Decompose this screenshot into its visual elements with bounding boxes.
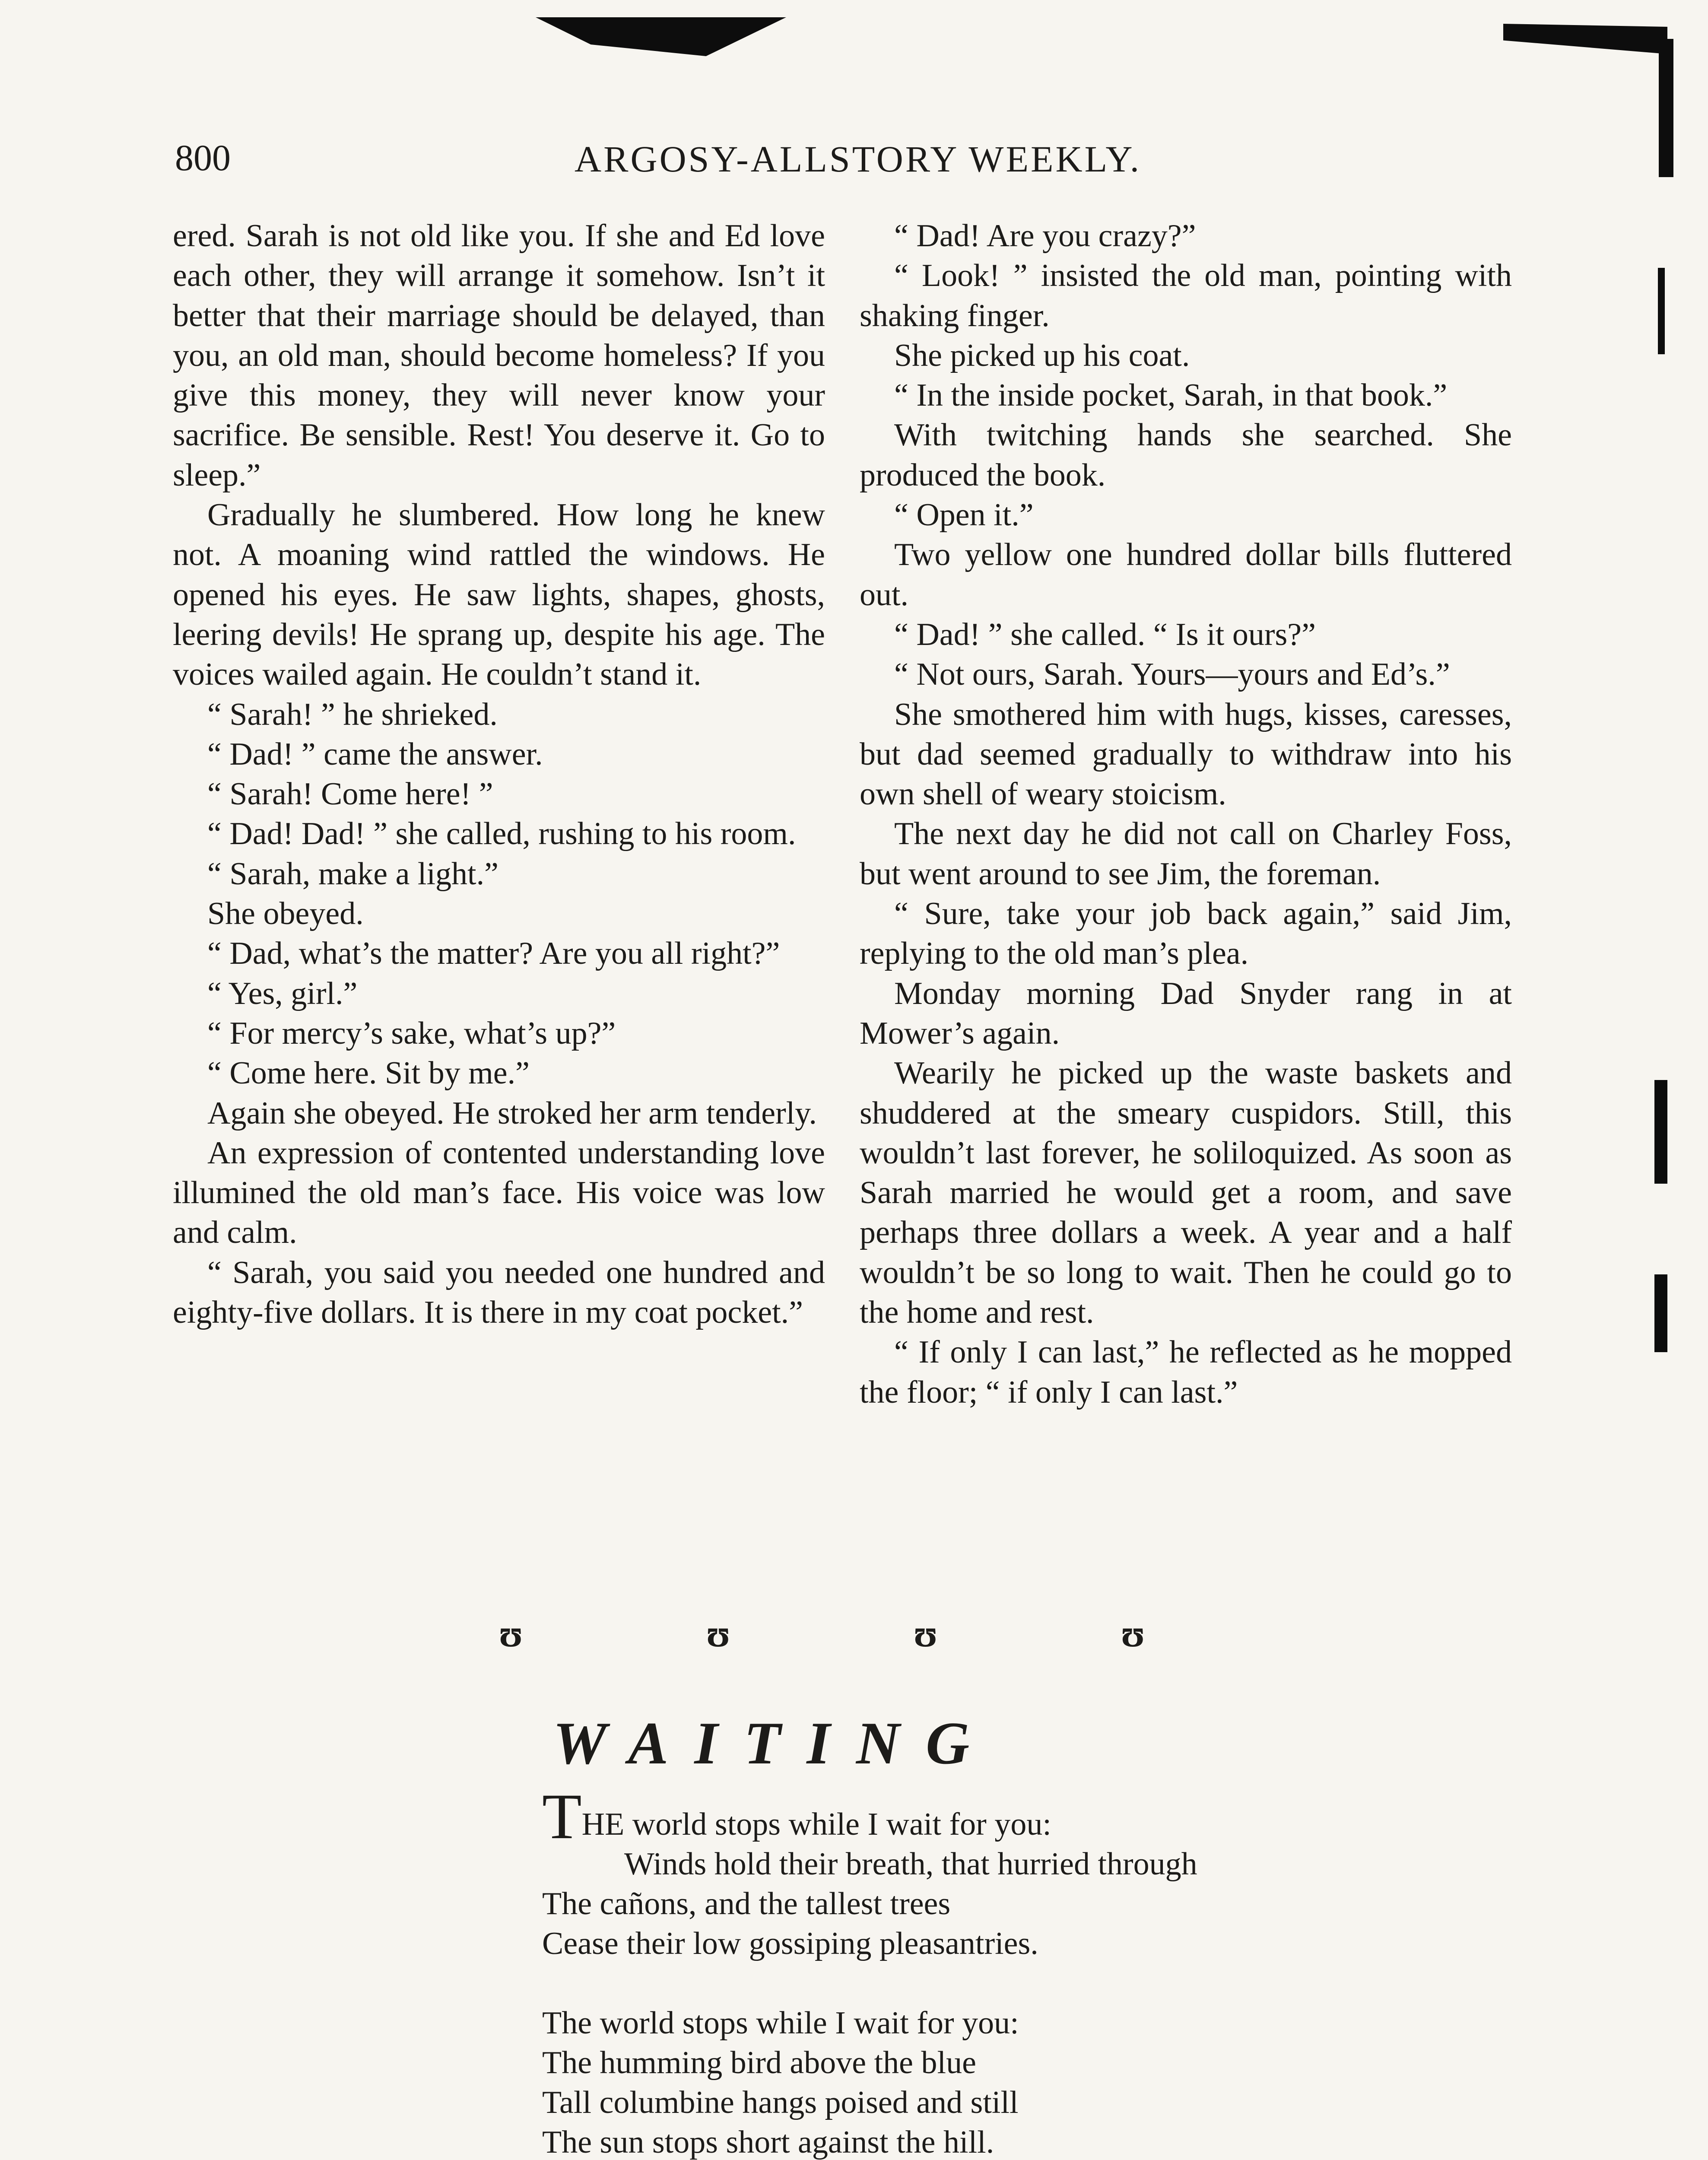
story-paragraph: “ Sarah, you said you needed one hundred and eighty-five dollars. It is there in my coat pocket.” <box>173 1255 825 1331</box>
ornament-icon: ʊ <box>499 1612 523 1655</box>
running-head: ARGOSY-ALLSTORY WEEKLY. <box>575 138 1142 180</box>
story-paragraph: “ In the inside pocket, Sarah, in that book.” <box>894 378 1448 413</box>
scan-mark-right-1 <box>1658 268 1665 354</box>
story-paragraph: With twitching hands she searched. She produced the book. <box>860 417 1512 493</box>
story-paragraph: An expression of contented understanding love illumined the old man’s face. His voice was low and calm. <box>173 1135 825 1251</box>
page-number: 800 <box>175 137 231 178</box>
story-paragraph: “ Sure, take your job back again,” said Jim, replying to the old man’s plea. <box>860 896 1512 972</box>
story-paragraph: Two yellow one hundred dollar bills fluttered out. <box>860 537 1512 613</box>
story-paragraph: “ Sarah! Come here! ” <box>207 776 493 812</box>
ornament-icon: ʊ <box>706 1612 730 1655</box>
story-paragraph: “ Dad! Dad! ” she called, rushing to his room. <box>207 816 796 852</box>
story-paragraph: “ Sarah, make a light.” <box>207 856 498 892</box>
story-left-column <box>173 216 825 1332</box>
poem-line: The sun stops short against the hill. <box>542 2125 994 2160</box>
story-paragraph: Monday morning Dad Snyder rang in at Mower’s again. <box>860 975 1512 1051</box>
story-paragraph: “ Dad! ” came the answer. <box>207 736 543 772</box>
poem-line: Winds hold their breath, that hurried through <box>624 1846 1197 1882</box>
poem-line: Tall columbine hangs poised and still <box>542 2085 1019 2120</box>
ornament-icon: ʊ <box>1121 1612 1145 1655</box>
poem-line: The humming bird above the blue <box>542 2045 976 2081</box>
story-paragraph: “ Not ours, Sarah. Yours—yours and Ed’s.” <box>894 657 1450 692</box>
story-paragraph: Gradually he slumbered. How long he knew not. A moaning wind rattled the windows. He opened his eyes. He saw lights, shapes, ghosts, leering devils! He sprang up, despite his age. The voices wailed again. He couldn’t stand it. <box>173 497 825 692</box>
drop-cap: T <box>542 1781 582 1852</box>
story-paragraph: “ Dad, what’s the matter? Are you all right?” <box>207 936 780 972</box>
poem-line: Cease their low gossiping pleasantries. <box>542 1926 1038 1961</box>
poem-stanza <box>542 2003 1363 2160</box>
poem-body <box>542 1781 1363 2160</box>
story-paragraph: “ For mercy’s sake, what’s up?” <box>207 1015 616 1051</box>
poem-line: The world stops while I wait for you: <box>542 2005 1019 2041</box>
story-paragraph: She picked up his coat. <box>894 337 1190 373</box>
story-paragraph: “ Dad! Are you crazy?” <box>894 218 1196 254</box>
story-paragraph: “ Open it.” <box>894 497 1034 533</box>
poem-line: The cañons, and the tallest trees <box>542 1886 951 1922</box>
story-paragraph: ered. Sarah is not old like you. If she and Ed love each other, they will arrange it somehow. Isn’t it better that their marriage should be delayed, than you, an old man, should become homeless? If you give this money, they will never know your sacrifice. Be sensible. Rest! You deserve it. Go to sleep.” <box>173 218 825 493</box>
story-paragraph: She smothered him with hugs, kisses, caresses, but dad seemed gradually to withdraw into his own shell of weary stoicism. <box>860 696 1512 812</box>
scan-edge-right-top <box>1659 39 1673 177</box>
story-paragraph: “ Yes, girl.” <box>207 975 358 1011</box>
story-paragraph: She obeyed. <box>207 896 364 932</box>
story-right-column <box>860 216 1512 1412</box>
poem-stanza <box>542 1781 1363 1963</box>
story-paragraph: The next day he did not call on Charley Foss, but went around to see Jim, the foreman. <box>860 816 1512 892</box>
story-paragraph: Wearily he picked up the waste baskets and shuddered at the smeary cuspidors. Still, this wouldn’t last forever, he soliloquized. As soon as Sarah married he would get a room, and save perhaps three dollars a week. A year and a half wouldn’t be so long to wait. Then he could go to the home and rest. <box>860 1055 1512 1331</box>
poem-title: WAITING <box>553 1710 996 1777</box>
story-paragraph: “ Sarah! ” he shrieked. <box>207 696 498 732</box>
ornament-icon: ʊ <box>914 1612 938 1655</box>
scan-blot-top <box>536 17 786 56</box>
story-paragraph: “ Look! ” insisted the old man, pointing with shaking finger. <box>860 258 1512 334</box>
story-paragraph: “ Dad! ” she called. “ Is it ours?” <box>894 616 1316 652</box>
story-paragraph: “ If only I can last,” he reflected as he mopped the floor; “ if only I can last.” <box>860 1334 1512 1410</box>
ornament-divider <box>499 1611 1190 1656</box>
poem-line <box>542 1781 1363 1852</box>
story-paragraph: “ Come here. Sit by me.” <box>207 1055 530 1091</box>
scan-mark-right-2 <box>1654 1080 1667 1184</box>
story-paragraph: Again she obeyed. He stroked her arm tenderly. <box>207 1095 817 1131</box>
poem-line-text: HE world stops while I wait for you: <box>581 1807 1051 1842</box>
scan-blot-top-right <box>1503 24 1667 54</box>
scan-mark-right-3 <box>1654 1274 1667 1352</box>
